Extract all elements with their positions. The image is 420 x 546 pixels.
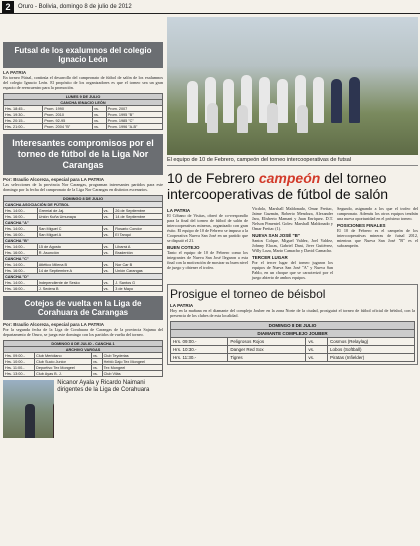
corahuara-table-cell: Hrs. 11:00.- (4, 365, 35, 371)
headline-10-febrero (167, 170, 418, 202)
beisbol-table-cell: vs. (306, 338, 328, 346)
beisbol-table-cell: Hrs. 10:30.- (171, 346, 228, 354)
corahuara-table-cell: vs. (91, 365, 102, 371)
nor-carangas-table-cell: vs. (102, 262, 114, 268)
nor-carangas-table-cell: Hrs. 16:00.- (4, 214, 38, 220)
nor-carangas-table-cell: 14 de Septiembre (114, 214, 163, 220)
nor-carangas-table-cell: 15 de Agosto (37, 244, 102, 250)
beisbol-table-cell: Lobos (Softball) (327, 346, 414, 354)
photo-team-caption: El equipo de 10 de Febrero, campeón del torneo intercooperativas de futsal (167, 155, 418, 166)
beisbol-table-row (171, 338, 415, 346)
nor-carangas-table-section-label: CANCHA "A" (4, 220, 163, 226)
kicker-1: LA PATRIA (3, 70, 27, 75)
nor-carangas-table-cell: 3 de Mayo (114, 286, 163, 292)
article-col2-subhead: NUEVA SAN JOSÉ "B" (252, 233, 301, 238)
futsal-table-cell: vs. (93, 118, 107, 124)
table-futsal-schedule (3, 93, 163, 130)
page-number: 2 (2, 1, 14, 13)
nor-carangas-table-cell: San Miguel A (37, 232, 102, 238)
kicker-2: Por: Braulio Alcoreza, especial para LA PATRIA (3, 177, 105, 182)
beisbol-table-cell: vs. (306, 354, 328, 362)
nor-carangas-table-cell: Libarrá A (114, 244, 163, 250)
nor-carangas-table-cell: 14 de Septiembre A (37, 268, 102, 274)
futsal-table-cell: Hrs. 20:15.- (4, 118, 43, 124)
beisbol-table-cell: Hrs. 11:30.- (171, 354, 228, 362)
article-col2-body3: Por el tercer lugar del torneo jugaron los equipos de Nueva San José "A" y Nueva San Pablo, en un choque que se caracterizó por el juego abierto de ambos equipos. (252, 260, 333, 280)
futsal-table-cell: Prom. 2010 (43, 112, 93, 118)
nor-carangas-table-section-label: CANCHA "D" (4, 274, 163, 280)
beisbol-article (167, 284, 418, 365)
nor-carangas-table-cell: Atlético Milena B (37, 262, 102, 268)
nor-carangas-table-row (4, 286, 163, 292)
corahuara-table-cell: vs. (91, 359, 102, 365)
futsal-table-cell: Hrs. 21:00.- (4, 124, 43, 130)
left-column (3, 17, 163, 545)
article-col2-subhead2: TERCER LUGAR (252, 255, 288, 260)
nor-carangas-table-cell: vs. (102, 268, 114, 274)
article-col3-body: Segundo, asignando a los que el trofeo del campeonato. Además los otros equipos tendrán una nueva oportunidad en el próximo torneo. (337, 206, 418, 221)
futsal-table-cell: Prom. 1996 "A-B" (106, 124, 162, 130)
header-futsal-exalumnos: Futsal de los exalumnos del colegio Ignacio León (3, 42, 163, 68)
article-col-2 (252, 206, 333, 280)
nor-carangas-table-cell: vs. (102, 208, 114, 214)
corahuara-table-cell: Club Vilás (102, 371, 162, 377)
corahuara-table-cell: Hrs. 10:00.- (4, 359, 35, 365)
corahuara-table-cell: Club Sucio Junior (35, 359, 92, 365)
beisbol-table-cell: Cosmos (Relaylag) (327, 338, 414, 346)
nor-carangas-table-cell: R. Asunción (37, 250, 102, 256)
beisbol-body: Hoy en la mañana en el diamante del complejo Jouber en la zona Norte de la ciudad, prosiguirá el torneo de fútbol oficial de béisbol, con la presencia de los clubes de esta localidad. (170, 308, 415, 318)
body-1: En torneo Fútsal, continúa el desarrollo del campeonato de fútbol de salón de los exalumnos del colegio Ignacio León. El propósito de los organizadores es que el torneo sea un gran espacio de reencuentro para la promoción. (3, 75, 163, 90)
futsal-table-cell: Prom. 1990 (43, 106, 93, 112)
nor-carangas-table-cell: J. Santos G (114, 280, 163, 286)
nor-carangas-table-cell: San Miguel C (37, 226, 102, 232)
beisbol-table-title: DOMINGO 8 DE JULIO (171, 322, 415, 330)
article-col2-body: Vicdolo, Marshall Maldonado, Omar Freitac, Jaime Guzmán, Roberto Mendoza, Alexander Jara, Elisberto Mamani y Juan Enríquez. D.T. Nelson Pimentel. Goles: Marshall Maldonado y Omar Freitac (1). (252, 206, 333, 231)
corahuara-table-cell: Hebló Dajo Tex Mongeel (102, 359, 162, 365)
nor-carangas-table-cell: Independiente de Sesko (37, 280, 102, 286)
nor-carangas-table-cell: vs. (102, 232, 114, 238)
nor-carangas-table-cell: Gremial de Jaj. (37, 208, 102, 214)
nor-carangas-table-cell: Hrs. 14:00.- (4, 244, 38, 250)
nor-carangas-table-cell: Hrs. 14:00.- (4, 262, 38, 268)
beisbol-headline: Prosigue el torneo de béisbol (170, 287, 326, 301)
futsal-table-cell: Hrs. 18:45.- (4, 106, 43, 112)
photo-team-10-febrero (167, 17, 418, 155)
nor-carangas-table-section-label: CANCHA "B" (4, 238, 163, 244)
corahuara-table-cell: Hrs. 09:00.- (4, 353, 35, 359)
corahuara-table-cell: vs. (91, 371, 102, 377)
dateline: Oruro - Bolivia, domingo 8 de julio de 2012 (18, 3, 132, 10)
nor-carangas-table-cell: vs. (102, 244, 114, 250)
nor-carangas-table-cell: J. Sedera B (37, 286, 102, 292)
table-corahuara-schedule (3, 340, 163, 377)
corahuara-table-cell: Club Ayas B. J. (35, 371, 92, 377)
body-2: Las selecciones de la provincia Nor Carangas, programan interesantes partidos para este domingo por la fecha del campeonato de la Liga Nor Carangas en distintos escenarios. (3, 182, 163, 192)
nor-carangas-table-cell: Unión Kuña Umunaya (37, 214, 102, 220)
corahuara-table-cell: Tex Mongeel (102, 365, 162, 371)
nor-carangas-table-cell: 26 de Septiembre (114, 208, 163, 214)
beisbol-kicker: LA PATRIA (170, 303, 194, 308)
table3-title: DOMINGO 8 DE JULIO - CANCHA 1 (4, 341, 163, 347)
nor-carangas-table-cell: Rosario Condor (114, 226, 163, 232)
table-nor-carangas-schedule (3, 195, 163, 292)
futsal-table-cell: Prom. 2007 (106, 106, 162, 112)
table-beisbol-schedule (170, 321, 415, 362)
corahuara-table-cell: vs. (91, 353, 102, 359)
nor-carangas-table-cell: Hrs. 16:00.- (4, 232, 38, 238)
photo-block-dirigentes (3, 380, 163, 438)
beisbol-table-cell: vs. (306, 346, 328, 354)
beisbol-table-row (171, 346, 415, 354)
headline-accent: campeón (258, 170, 321, 186)
nor-carangas-table-cell: vs. (102, 226, 114, 232)
corahuara-table-row (4, 371, 163, 377)
nor-carangas-table-cell: Hrs. 16:00.- (4, 286, 38, 292)
article-col3-subhead: POSICIONES FINALES (337, 223, 386, 228)
article-col-3 (337, 206, 418, 280)
kicker-3: Por: Braulio Alcoreza, especial para LA PATRIA (3, 322, 105, 327)
futsal-table-cell: Prom. 1995 "B" (106, 112, 162, 118)
beisbol-table-cell: Peligrosos Rojos (228, 338, 306, 346)
nor-carangas-table-cell: vs. (102, 286, 114, 292)
nor-carangas-table-cell: Nor Car B (114, 262, 163, 268)
nor-carangas-table-cell: Hrs. 14:00.- (4, 280, 38, 286)
beisbol-table-cell: Tigres (228, 354, 306, 362)
article-columns (167, 206, 418, 280)
masthead (0, 0, 420, 14)
futsal-table-cell: Prom. 1985 "C" (106, 118, 162, 124)
beisbol-table-cell: Danger Red Sox (228, 346, 306, 354)
table3-subtitle: ARCHIVO VARGAS (4, 347, 163, 353)
corahuara-table-cell: Club Meridiano (35, 353, 92, 359)
body-3: Por la segunda fecha de la Liga de Corahuara de Carangas de la provincia Sajama del departamento de Oruro, se juega este domingo con los partidos de vuelta del torneo. (3, 327, 163, 337)
nor-carangas-table-cell: vs. (102, 214, 114, 220)
article-col1-subhead: BUEN COTEJO (167, 245, 200, 250)
photo-dirigentes-caption: Nicanor Ayala y Ricardo Naimani dirigentes de la Liga de Corahuara (57, 380, 150, 393)
nor-carangas-table-section-label: CANCHA "C" (4, 256, 163, 262)
nor-carangas-table-cell: vs. (102, 250, 114, 256)
table1-subtitle: CANCHA IGNACIO LEÓN (4, 100, 163, 106)
beisbol-table-cell: Piratas (Infielder) (327, 354, 414, 362)
article-kicker: LA PATRIA (167, 208, 191, 213)
article-col1-body2: Tanto el equipo de 10 de Febrero como los integrantes de Nueva San José llegaron a esta final con la motivación de mostrar su buen nivel de juego y obtener el trofeo. (167, 250, 248, 270)
headline-part-2: del torneo intercooperativas de fútbol de salón (167, 170, 389, 202)
nor-carangas-table-cell: Hrs. 14:00.- (4, 208, 38, 214)
right-column (167, 17, 418, 545)
beisbol-table-row (171, 354, 415, 362)
table1-title: LUNES 9 DE JULIO (4, 94, 163, 100)
futsal-table-cell: Prom. 2004 "B" (43, 124, 93, 130)
table2-title: DOMINGO 8 DE JULIO (4, 196, 163, 202)
futsal-table-row (4, 124, 163, 130)
beisbol-table-cell: Hrs. 09:00.- (171, 338, 228, 346)
article-col1-body: El Cóbano de Visitas, obreó de co-rrespondío para la final del torneo de fútbol de salón de intercooperativas mineras, organizado con gran éxito. El equipo de 10 de Febrero se impuso a la Cooperativa Nueva San José en un partido que se disputó el 21. (167, 213, 248, 243)
futsal-table-cell: Hrs. 19:30.- (4, 112, 43, 118)
nor-carangas-table-cell: El Tanqui (114, 232, 163, 238)
corahuara-table-cell: Deportivo Tex Mongeel (35, 365, 92, 371)
beisbol-table-subtitle: DIAMANTE COMPLEJO JOUBER (171, 330, 415, 338)
futsal-table-cell: vs. (93, 112, 107, 118)
header-liga-corahuara: Cotejos de vuelta en la Liga de Corahuara de Carangas (3, 296, 163, 320)
nor-carangas-table-cell: Hrs. 16:00.- (4, 250, 38, 256)
corahuara-table-cell: Hrs. 13:00.- (4, 371, 35, 377)
headline-part-1: 10 de Febrero (167, 170, 259, 186)
article-col-1 (167, 206, 248, 280)
header-liga-nor-carangas: Interesantes compromisos por el torneo de fútbol de la Liga Nor Carangas (3, 134, 163, 175)
futsal-table-cell: vs. (93, 106, 107, 112)
nor-carangas-table-cell: Unión Carangas (114, 268, 163, 274)
nor-carangas-table-cell: Hrs. 16:00.- (4, 268, 38, 274)
photo-dirigentes (3, 380, 54, 438)
nor-carangas-table-cell: Bradentón (114, 250, 163, 256)
nor-carangas-table-cell: Hrs. 14:00.- (4, 226, 38, 232)
article-col3-body2: El 10 de Febrero es el campeón de los intercooperativas mineras de futsal 2012, mientras que Nueva San José "B" es el subcampeón. (337, 228, 418, 248)
futsal-table-cell: Prom. 92-95 (43, 118, 93, 124)
futsal-table-cell: vs. (93, 124, 107, 130)
corahuara-table-cell: Club Teyderias (102, 353, 162, 359)
nor-carangas-table-section-label: CANCHA ASOCIACIÓN DE FÚTBOL (4, 202, 163, 208)
nor-carangas-table-cell: vs. (102, 280, 114, 286)
article-col2-body2: Santos Colque, Miguel Valdez, Joel Valdez, Johnny Elacas, Gabriel Dani, Jiver Gutiérrez, Willy Loza, Mario Camacho y David Camacho. (252, 238, 333, 253)
